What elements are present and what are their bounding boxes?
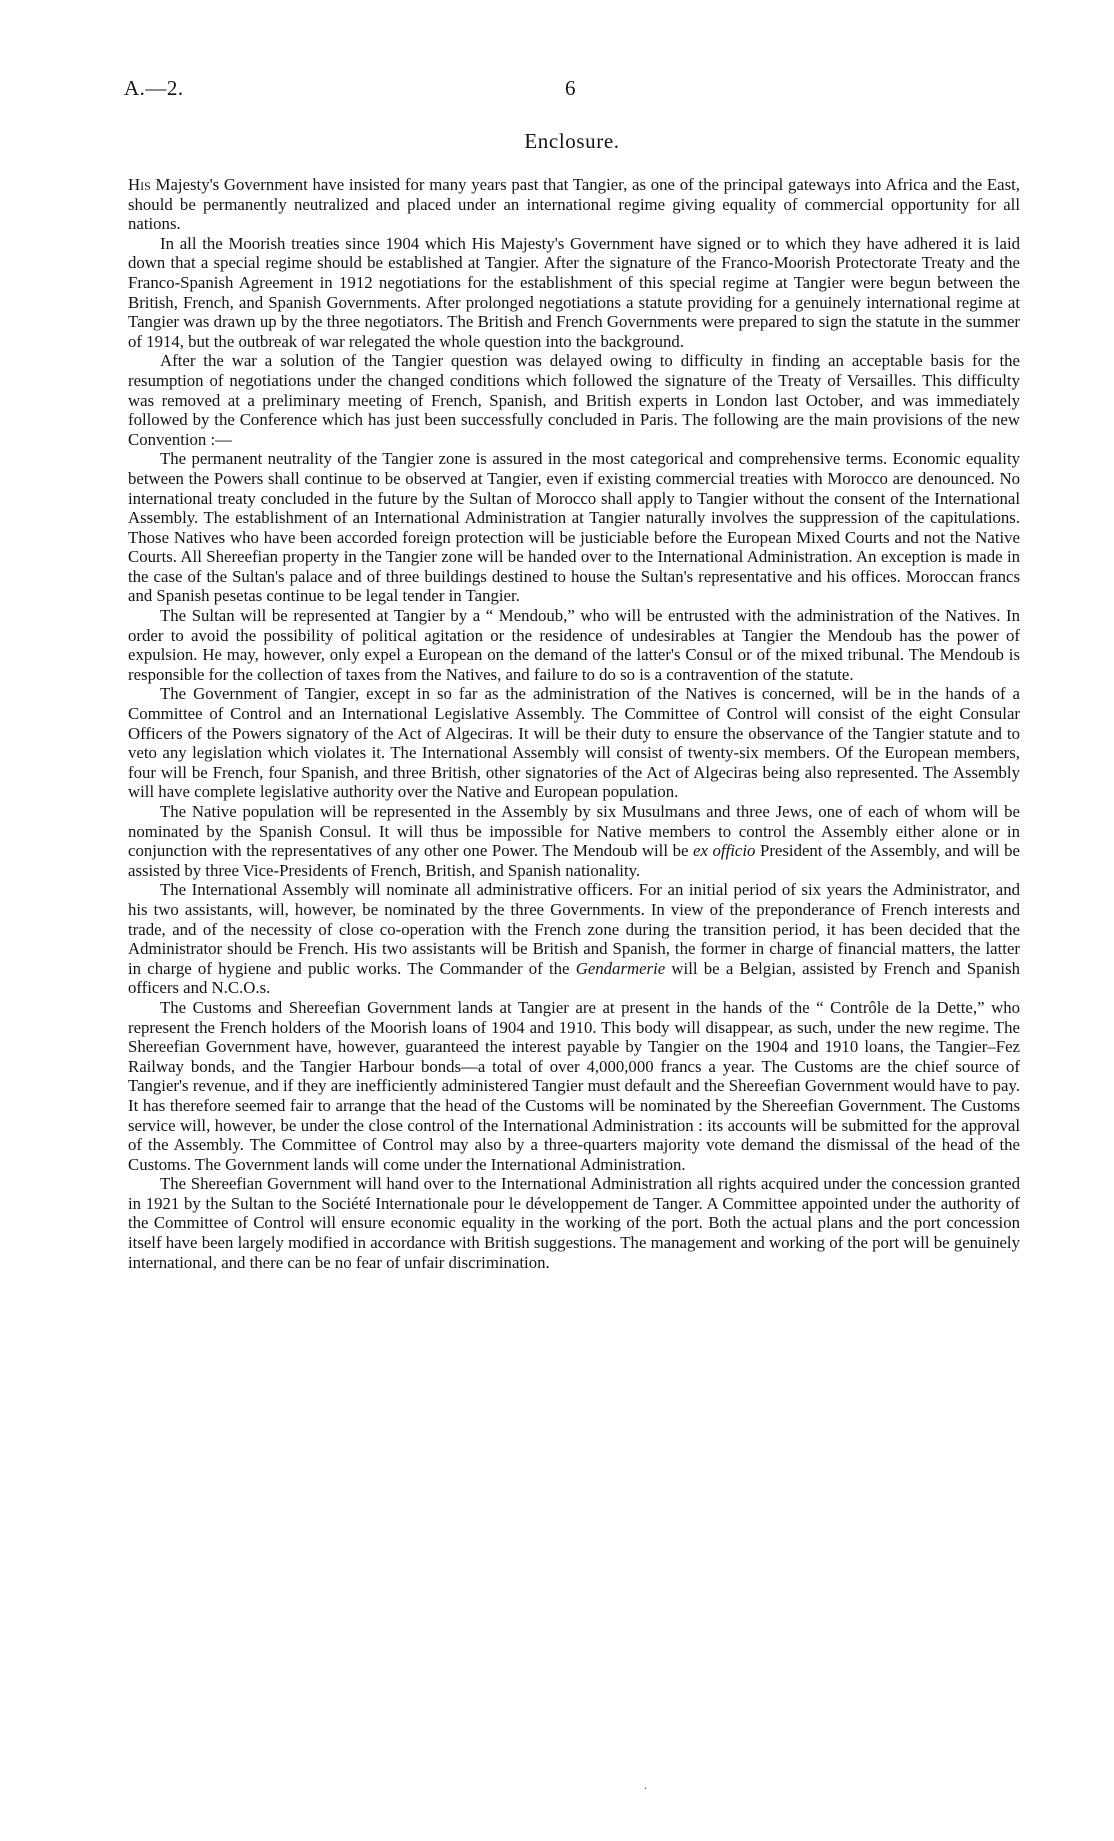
paragraph-4: The permanent neutrality of the Tangier zone is assured in the most categorical and comprehensive terms. Economic equality between the Powers shall continue to be observed at Tangier, even if existing commercial treaties with Morocco are denounced. No international treaty concluded in the future by the Sultan of Morocco shall apply to Tangier without the consent of the International Assembly. The establishment of an International Administration at Tangier naturally involves the suppression of the capitulations. Those Natives who have been accorded foreign protection will be justiciable before the European Mixed Courts and not the Native Courts. All Shereefian property in the Tangier zone will be handed over to the International Administration. An exception is made in the case of the Sultan's palace and of three buildings destined to house the Sultan's representative and his offices. Moroccan francs and Spanish pesetas continue to be legal tender in Tangier. bbox=[128, 449, 1020, 606]
paragraph-10: The Shereefian Government will hand over to the International Administration all rights acquired under the concession granted in 1921 by the Sultan to the Société Internationale pour le développement de Tanger. A Committee appointed under the authority of the Committee of Control will ensure economic equality in the working of the port. Both the actual plans and the port concession itself have been largely modified in accordance with British suggestions. The management and working of the port will be genuinely international, and there can be no fear of unfair discrimination. bbox=[128, 1174, 1020, 1272]
paragraph-3: After the war a solution of the Tangier question was delayed owing to difficulty in finding an acceptable basis for the resumption of negotiations under the changed conditions which followed the signature of the Treaty of Versailles. This difficulty was removed at a preliminary meeting of French, Spanish, and British experts in London last October, and was immediately followed by the Conference which has just been successfully concluded in Paris. The following are the main provisions of the new Convention :— bbox=[128, 351, 1020, 449]
paragraph-8-part-a: The International Assembly will nominate all administrative officers. For an initial period of six years the Administrator, and his two assistants, will, however, be nominated by the three Governments. In view of the preponderance of French interests and trade, and of the necessity of close co-operation with the French zone during the transition period, it has been decided that the Administrator should be French. His two assistants will be British and Spanish, the former in charge of financial matters, the latter in charge of hygiene and public works. The Commander of the bbox=[128, 880, 1020, 978]
paragraph-8 bbox=[128, 880, 1020, 998]
paragraph-2: In all the Moorish treaties since 1904 which His Majesty's Government have signed or to which they have adhered it is laid down that a special regime should be established at Tangier. After the signature of the Franco-Moorish Protectorate Treaty and the Franco-Spanish Agreement in 1912 negotiations for the establishment of this special regime at Tangier were begun between the British, French, and Spanish Governments. After prolonged negotiations a statute providing for a genuinely international regime at Tangier was drawn up by the three negotiators. The British and French Governments were prepared to sign the statute in the summer of 1914, but the outbreak of war relegated the whole question into the background. bbox=[128, 233, 1020, 351]
page-header bbox=[124, 76, 1020, 108]
enclosure-title: Enclosure. bbox=[524, 129, 620, 153]
paragraph-7-part-a: The Native population will be represented in the Assembly by six Musulmans and three Jews, one of each of whom will be nominated by the Spanish Consul. It will thus be impossible for Native members to control the Assembly either alone or in conjunction with the representatives of any other one Power. The Mendoub will be bbox=[128, 802, 1020, 861]
paragraph-7 bbox=[128, 802, 1020, 880]
page-number: 6 bbox=[565, 76, 576, 100]
paragraph-7-emphasis: ex officio bbox=[693, 841, 756, 861]
paragraph-8-emphasis: Gendarmerie bbox=[575, 958, 666, 978]
paragraph-6: The Government of Tangier, except in so far as the administration of the Natives is concerned, will be in the hands of a Committee of Control and an International Legislative Assembly. The Committee of Control will consist of the eight Consular Officers of the Powers signatory of the Act of Algeciras. It will be their duty to ensure the observance of the Tangier statute and to veto any legislation which violates it. The International Assembly will consist of twenty-six members. Of the European members, four will be French, four Spanish, and three British, other signatories of the Act of Algeciras being also represented. The Assembly will have complete legislative authority over the Native and European population. bbox=[128, 684, 1020, 802]
paragraph-8-part-b: will be a Belgian, assisted by French and Spanish officers and N.C.O.s. bbox=[128, 958, 1020, 998]
body-text bbox=[128, 175, 1020, 1272]
paragraph-9: The Customs and Shereefian Government lands at Tangier are at present in the hands of the “ Contrôle de la Dette,” who represent the French holders of the Moorish loans of 1904 and 1910. This body will disappear, as such, under the new regime. The Shereefian Government have, however, guaranteed the interest payable by Tangier on the 1904 and 1910 loans, the Tangier–Fez Railway bonds, and the Tangier Harbour bonds—a total of over 4,000,000 francs a year. The Customs are the chief source of Tangier's revenue, and if they are inefficiently administered Tangier must default and the Shereefian Government would have to pay. It has therefore seemed fair to arrange that the head of the Customs will be nominated by the Shereefian Government. The Customs service will, however, be under the close control of the International Administration : its accounts will be submitted for the approval of the Assembly. The Committee of Control may also by a three-quarters majority vote demand the dismissal of the head of the Customs. The Government lands will come under the International Administration. bbox=[128, 997, 1020, 1174]
paragraph-1-text: Majesty's Government have insisted for many years past that Tangier, as one of the principal gateways into Africa and the East, should be permanently neutralized and placed under an international regime giving equality of commercial opportunity for all nations. bbox=[128, 175, 1020, 234]
paragraph-5: The Sultan will be represented at Tangier by a “ Mendoub,” who will be entrusted with the administration of the Natives. In order to avoid the possibility of political agitation or the residence of undesirables at Tangier the Mendoub has the power of expulsion. He may, however, only expel a European on the demand of the latter's Consul or of the mixed tribunal. The Mendoub is responsible for the collection of taxes from the Natives, and failure to do so is a contravention of the statute. bbox=[128, 606, 1020, 684]
document-reference: A.—2. bbox=[124, 76, 184, 100]
paragraph-1-lead: His bbox=[128, 175, 151, 194]
paragraph-7-part-b: President of the Assembly, and will be assisted by three Vice-Presidents of French, British, and Spanish nationality. bbox=[128, 841, 1020, 880]
footer-mark: . bbox=[644, 1778, 647, 1792]
paragraph-1 bbox=[128, 175, 1020, 234]
